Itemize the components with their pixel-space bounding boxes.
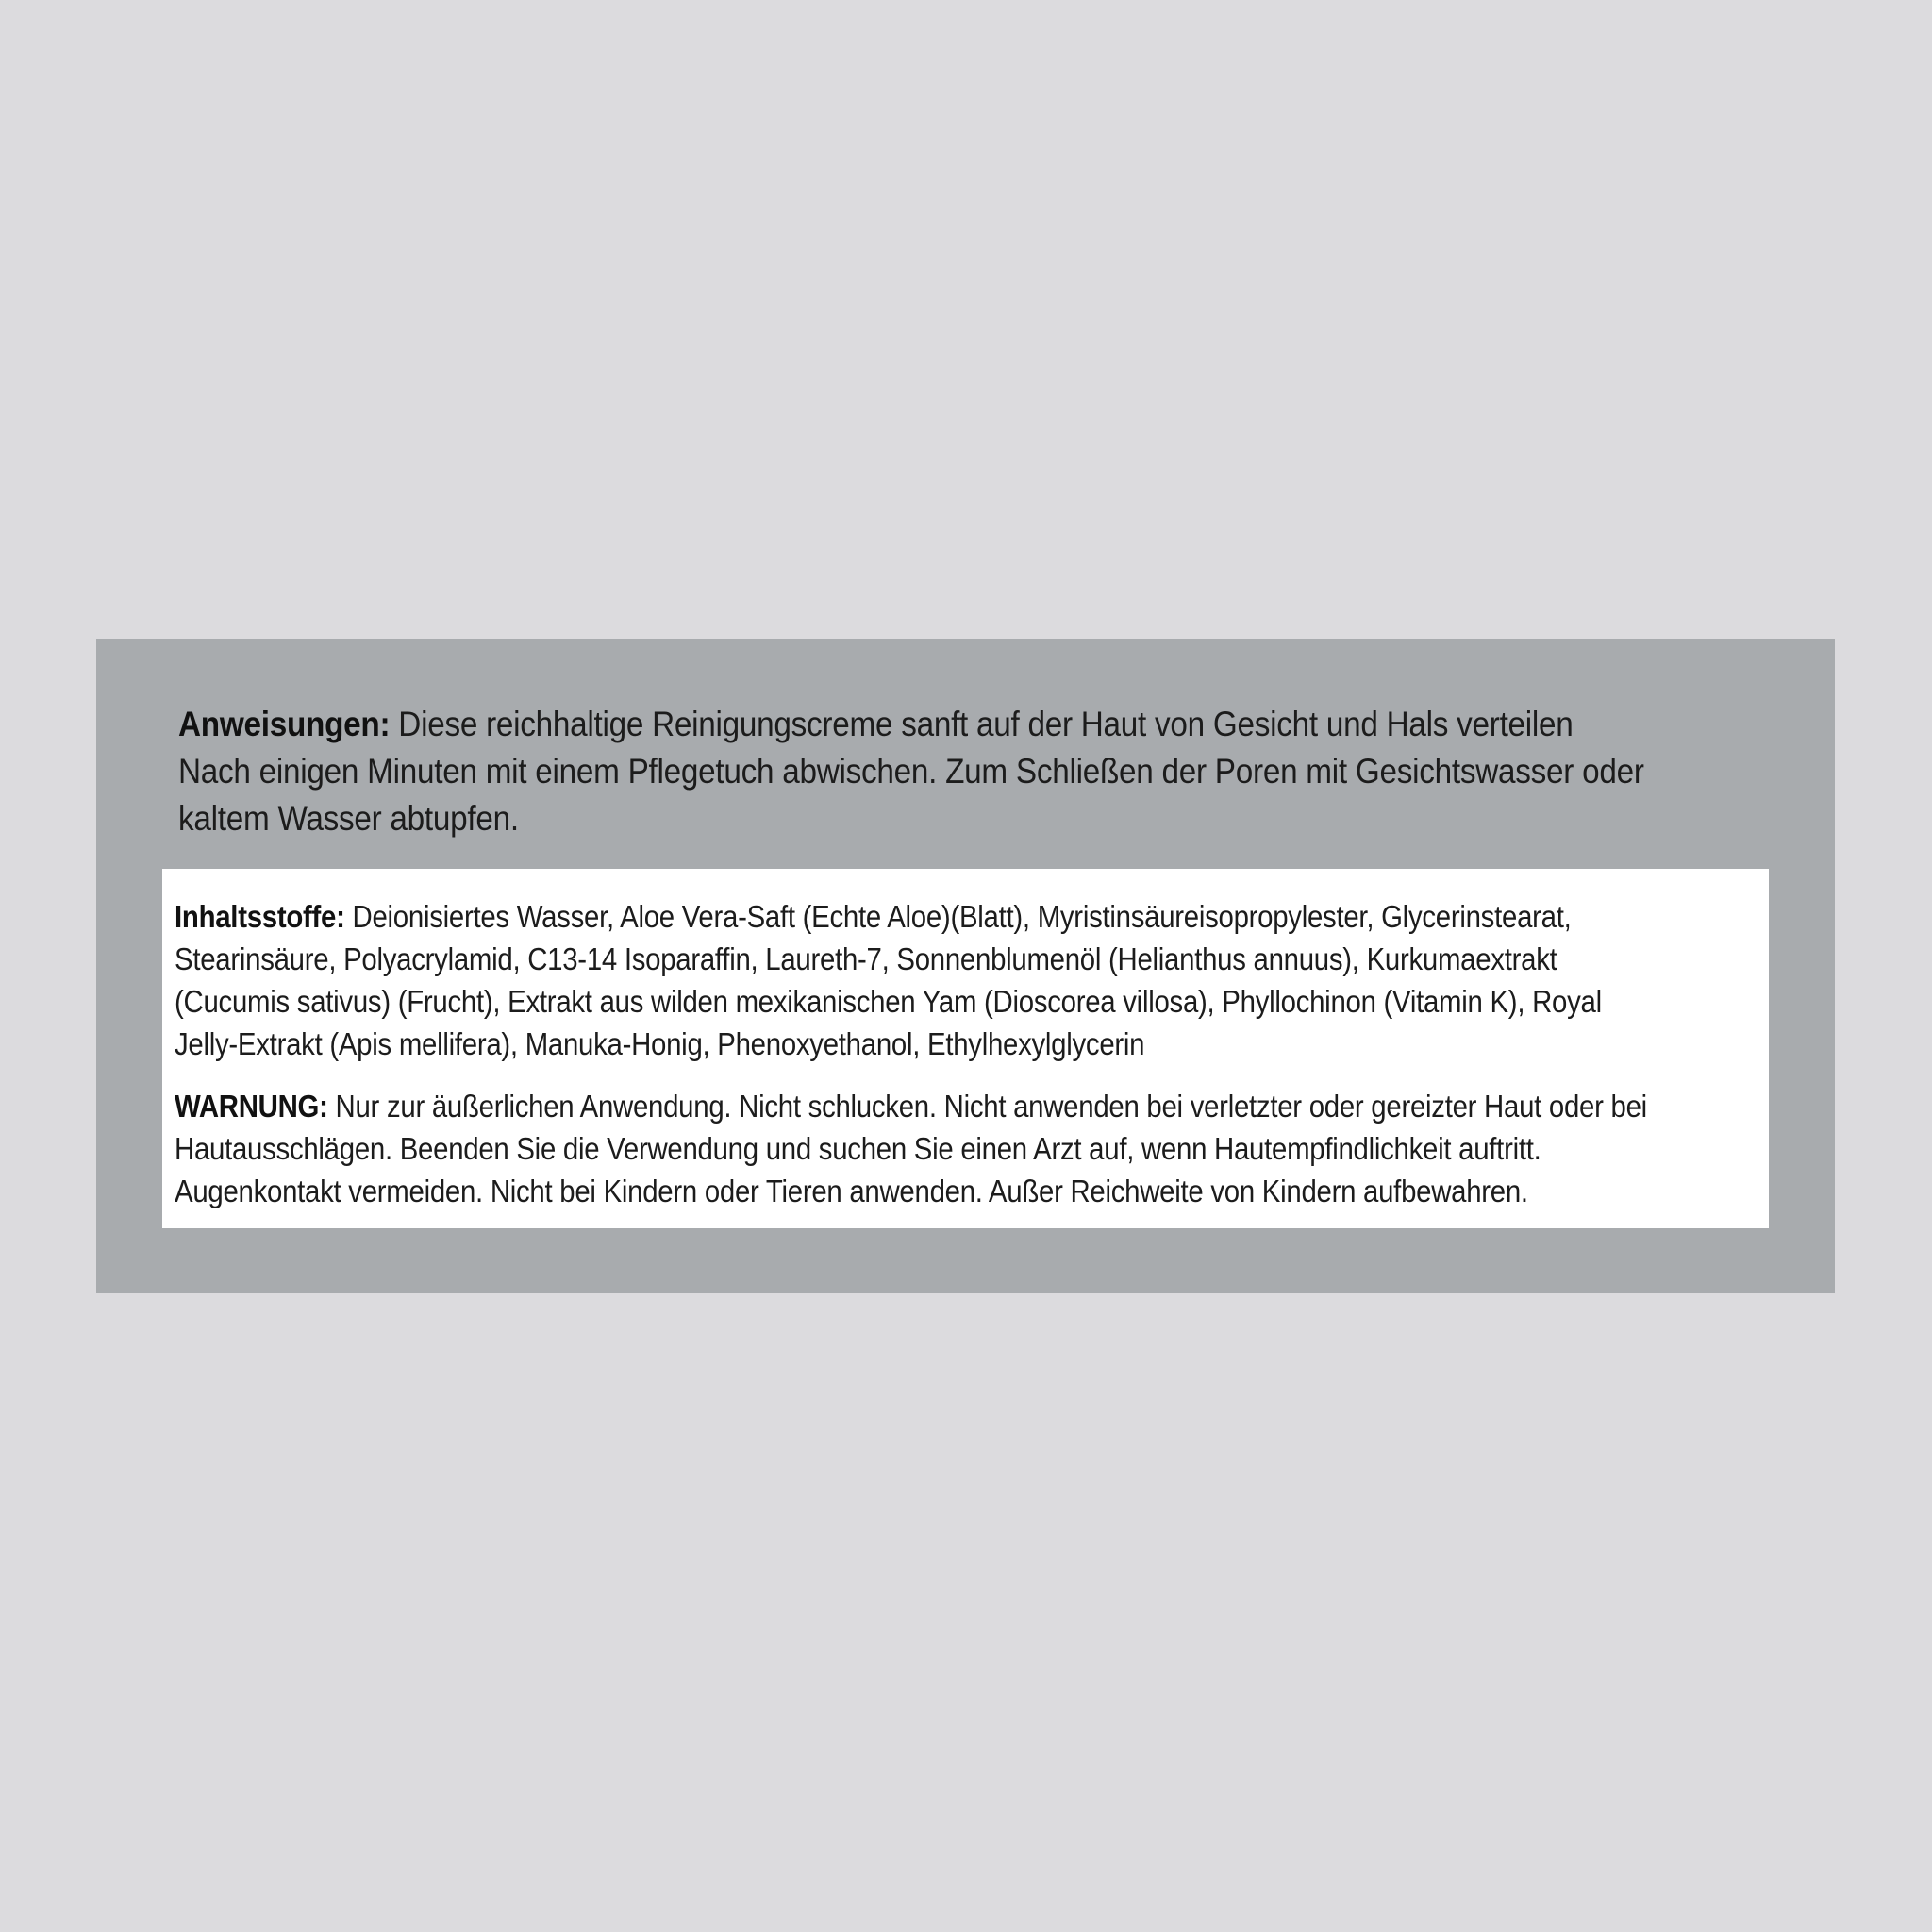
ingredients-heading: Inhaltsstoffe: (175, 899, 345, 934)
ingredients-paragraph (175, 895, 1744, 1065)
directions-text-line-3: kaltem Wasser abtupfen. (178, 799, 519, 838)
warning-text-line-1: Nur zur äußerlichen Anwendung. Nicht schlucken. Nicht anwenden bei verletzter oder gereizter Haut oder bei (335, 1089, 1647, 1124)
ingredients-text-line-4: Jelly-Extrakt (Apis mellifera), Manuka-Honig, Phenoxyethanol, Ethylhexylglycerin (175, 1026, 1145, 1061)
ingredients-warning-box (162, 869, 1769, 1228)
ingredients-text-line-3: (Cucumis sativus) (Frucht), Extrakt aus wilden mexikanischen Yam (Dioscorea villosa), Phyllochinon (Vitamin K), Royal (175, 984, 1602, 1019)
directions-text-line-1: Diese reichhaltige Reinigungscreme sanft auf der Haut von Gesicht und Hals verteilen (398, 705, 1574, 743)
directions-section (178, 701, 1783, 842)
label-panel (96, 639, 1835, 1293)
ingredients-text-line-1: Deionisiertes Wasser, Aloe Vera-Saft (Echte Aloe)(Blatt), Myristinsäureisopropylester, Glycerinstearat, (352, 899, 1572, 934)
directions-text-line-2: Nach einigen Minuten mit einem Pflegetuch abwischen. Zum Schließen der Poren mit Gesichtswasser oder (178, 752, 1644, 791)
info-text (175, 895, 1744, 1212)
directions-heading: Anweisungen: (178, 705, 391, 743)
warning-paragraph (175, 1085, 1744, 1212)
warning-heading: WARNUNG: (175, 1089, 328, 1124)
warning-text-line-2: Hautausschlägen. Beenden Sie die Verwendung und suchen Sie einen Arzt auf, wenn Hautempfindlichkeit auftritt. (175, 1131, 1541, 1166)
ingredients-text-line-2: Stearinsäure, Polyacrylamid, C13-14 Isoparaffin, Laureth-7, Sonnenblumenöl (Helianthus annuus), Kurkumaextrakt (175, 941, 1557, 976)
warning-text-line-3: Augenkontakt vermeiden. Nicht bei Kindern oder Tieren anwenden. Außer Reichweite von Kindern aufbewahren. (175, 1174, 1528, 1208)
